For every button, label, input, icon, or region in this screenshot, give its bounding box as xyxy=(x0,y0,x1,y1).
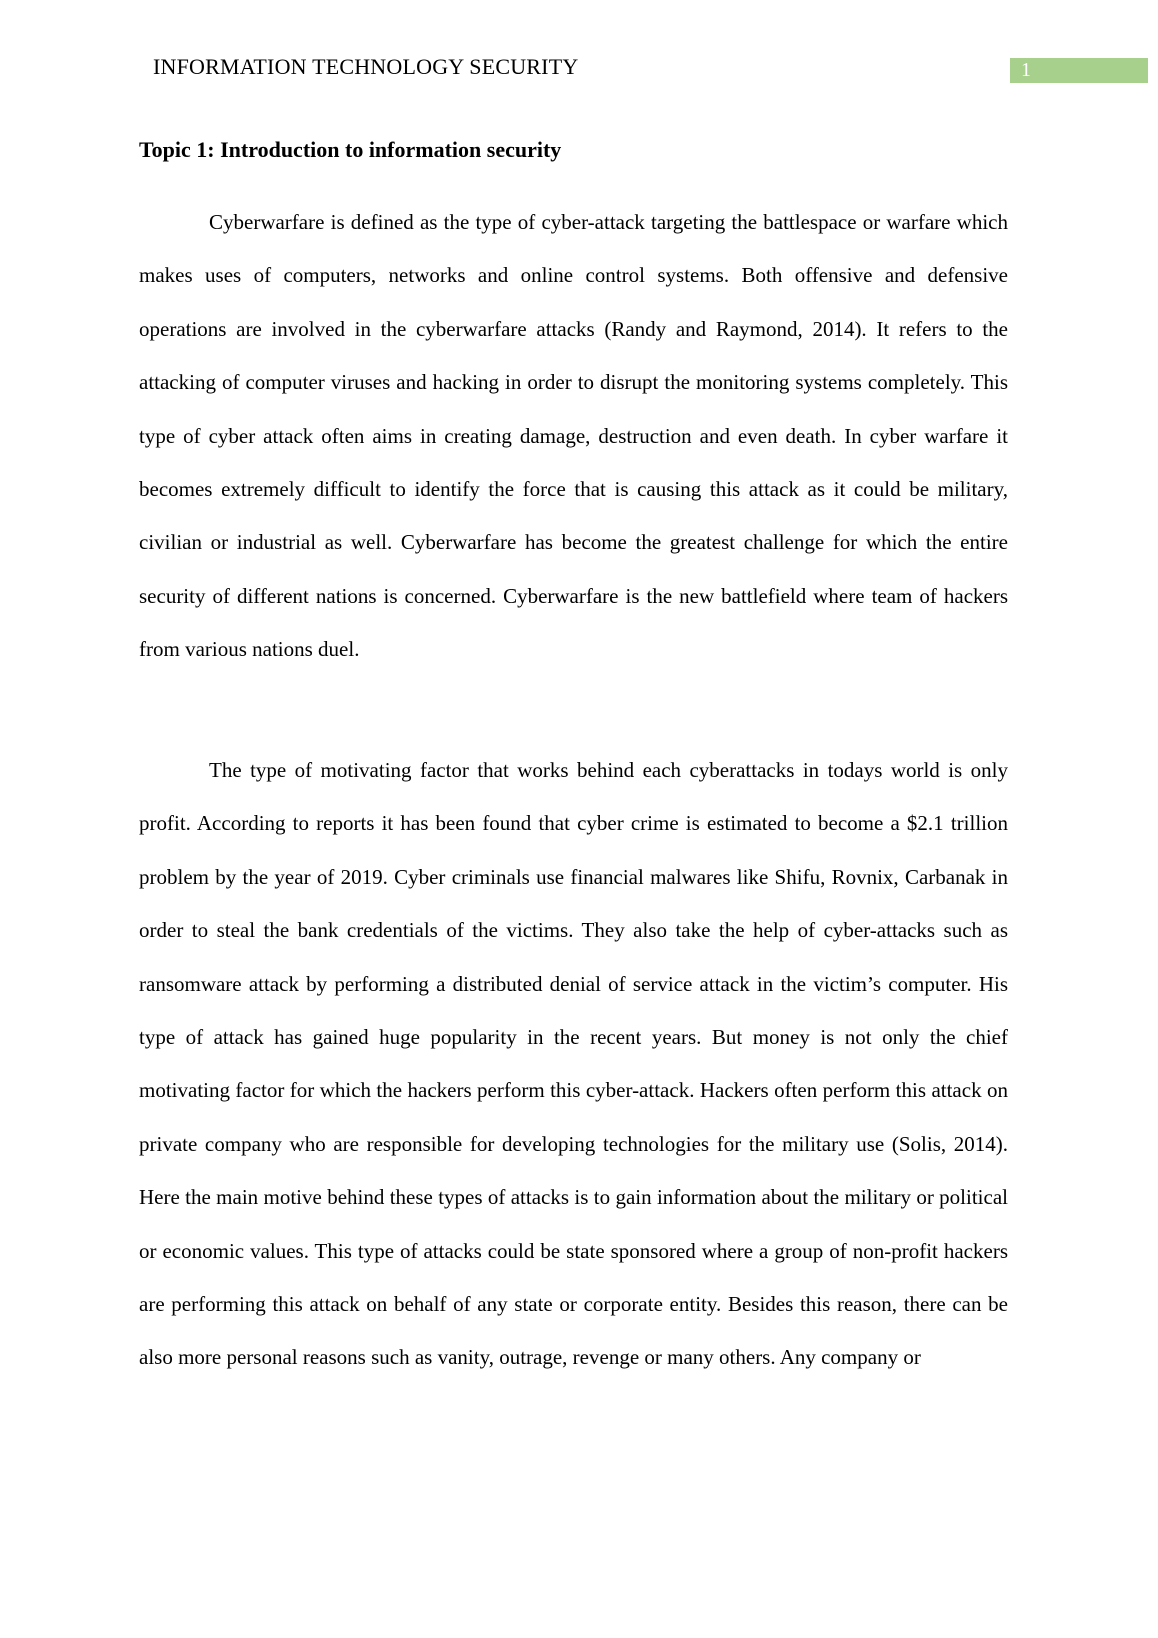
paragraph-2: The type of motivating factor that works behind each cyberattacks in todays world is only profit. According to reports it has been found that cyber crime is estimated to become a $2.1 trillion problem by the year of 2019. Cyber criminals use financial malwares like Shifu, Rovnix, Carbanak in order to steal the bank credentials of the victims. They also take the help of cyber-attacks such as ransomware attack by performing a distributed denial of service attack in the victim’s computer. His type of attack has gained huge popularity in the recent years. But money is not only the chief motivating factor for which the hackers perform this cyber-attack. Hackers often perform this attack on private company who are responsible for developing technologies for the military use (Solis, 2014). Here the main motive behind these types of attacks is to gain information about the military or political or economic values. This type of attacks could be state sponsored where a group of non-profit hackers are performing this attack on behalf of any state or corporate entity. Besides this reason, there can be also more personal reasons such as vanity, outrage, revenge or many others. Any company or xyxy=(139,758,1008,1370)
page-number-badge xyxy=(1010,58,1148,83)
paragraph-1: Cyberwarfare is defined as the type of cyber-attack targeting the battlespace or warfare which makes uses of computers, networks and online control systems. Both offensive and defensive operations are involved in the cyberwarfare attacks (Randy and Raymond, 2014). It refers to the attacking of computer viruses and hacking in order to disrupt the monitoring systems completely. This type of cyber attack often aims in creating damage, destruction and even death. In cyber warfare it becomes extremely difficult to identify the force that is causing this attack as it could be military, civilian or industrial as well. Cyberwarfare has become the greatest challenge for which the entire security of different nations is concerned. Cyberwarfare is the new battlefield where team of hackers from various nations duel. xyxy=(139,210,1008,662)
running-head: INFORMATION TECHNOLOGY SECURITY xyxy=(153,54,579,79)
section-heading: Topic 1: Introduction to information security xyxy=(139,137,562,162)
page-number: 1 xyxy=(1021,59,1031,81)
